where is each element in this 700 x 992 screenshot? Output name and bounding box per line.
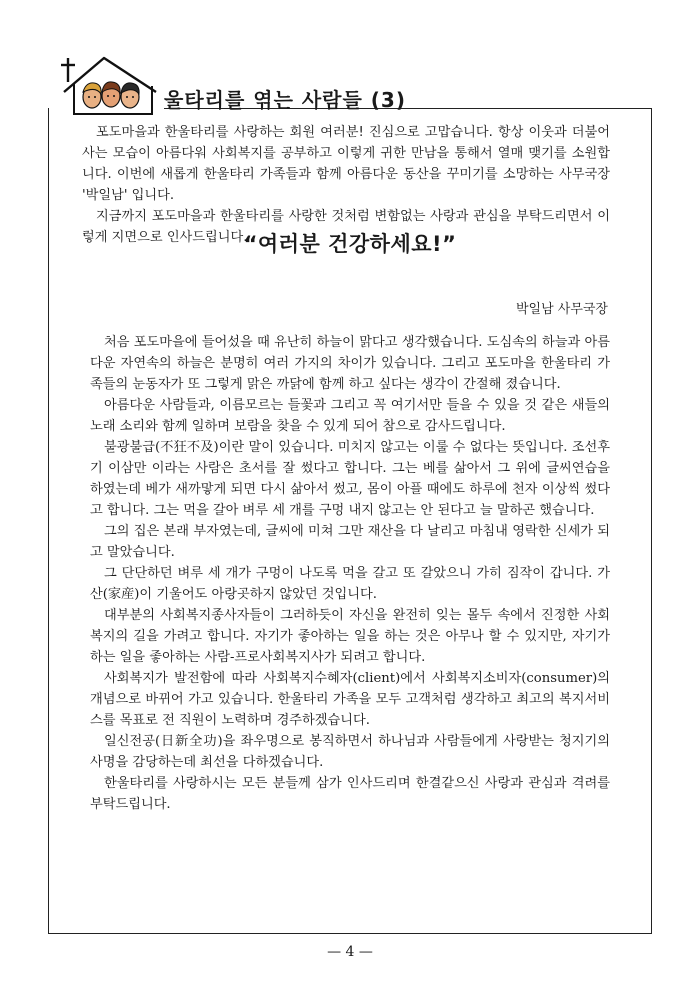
article-body xyxy=(90,332,610,815)
article-paragraph: 처음 포도마을에 들어섰을 때 유난히 하늘이 맑다고 생각했습니다. 도심속의 하늘과 아름다운 자연속의 하늘은 분명히 여러 가지의 차이가 있습니다. 그리고 포도마을 한울타리 가족들의 눈동자가 또 그렇게 맑은 까닭에 함께 하고 싶다는 생각이 간절해 졌습니다. xyxy=(90,335,610,392)
article-paragraph: 그의 집은 본래 부자였는데, 글씨에 미쳐 그만 재산을 다 날리고 마침내 영락한 신세가 되고 말았습니다. xyxy=(90,524,610,560)
series-title: 울타리를 엮는 사람들 (3) xyxy=(164,88,406,112)
article-paragraph: 대부분의 사회복지종사자들이 그러하듯이 자신을 완전히 잊는 몰두 속에서 진정한 사회복지의 길을 가려고 합니다. 자기가 좋아하는 일을 하는 것은 아무나 할 수 있지만, 자기가 하는 일을 좋아하는 사람-프로사회복지사가 되려고 합니다. xyxy=(90,608,610,665)
article-paragraph: 불광불급(不狂不及)이란 말이 있습니다. 미치지 않고는 이룰 수 없다는 뜻입니다. 조선후기 이삼만 이라는 사람은 초서를 잘 썼다고 합니다. 그는 베를 삶아서 그 위에 글씨연습을 하였는데 베가 새까맣게 되면 다시 삶아서 썼고, 몸이 아플 때에도 하루에 천자 이상씩 썼다고 합니다. 그는 먹을 갈아 벼루 세 개를 구멍 내지 않고는 안 된다고 늘 말하곤 했습니다. xyxy=(90,440,610,518)
article-paragraph: 아름다운 사람들과, 이름모르는 들꽃과 그리고 꼭 여기서만 들을 수 있을 것 같은 새들의 노래 소리와 함께 일하며 보람을 찾을 수 있게 되어 참으로 감사드립니다. xyxy=(90,398,610,434)
intro-paragraph: 포도마을과 한울타리를 사랑하는 회원 여러분! 진심으로 고맙습니다. 항상 이웃과 더불어 사는 모습이 아름다워 사회복지를 공부하고 이렇게 귀한 만남을 통해서 열매 맺기를 소원합니다. 이번에 새롭게 한울타리 가족들과 함께 아름다운 동산을 꾸미기를 소망하는 사무국장 '박일남' 입니다. xyxy=(82,125,610,203)
intro-paragraph: 지금까지 포도마을과 한울타리를 사랑한 것처럼 변함없는 사랑과 관심을 부탁드리면서 이렇게 지면으로 인사드립니다. xyxy=(82,209,610,245)
article-paragraph: 사회복지가 발전함에 따라 사회복지수혜자(client)에서 사회복지소비자(consumer)의 개념으로 바뀌어 가고 있습니다. 한울타리 가족을 모두 고객처럼 생각하고 최고의 복지서비스를 목표로 전 직원이 노력하며 경주하겠습니다. xyxy=(90,671,610,728)
article-headline: “여러분 건강하세요!” xyxy=(243,232,457,256)
article-paragraph: 그 단단하던 벼루 세 개가 구멍이 나도록 먹을 갈고 또 갈았으니 가히 짐작이 갑니다. 가산(家産)이 기울어도 아랑곳하지 않았던 것입니다. xyxy=(90,566,610,602)
house-with-cross-and-faces-icon xyxy=(56,52,162,122)
article-byline: 박일남 사무국장 xyxy=(515,302,608,317)
page-number: — 4 — xyxy=(327,944,373,960)
article-paragraph: 한울타리를 사랑하시는 모든 분들께 삼가 인사드리며 한결같으신 사랑과 관심과 격려를 부탁드립니다. xyxy=(90,776,610,812)
article-paragraph: 일신전공(日新全功)을 좌우명으로 봉직하면서 하나님과 사람들에게 사랑받는 청지기의 사명을 감당하는데 최선을 다하겠습니다. xyxy=(90,734,610,770)
